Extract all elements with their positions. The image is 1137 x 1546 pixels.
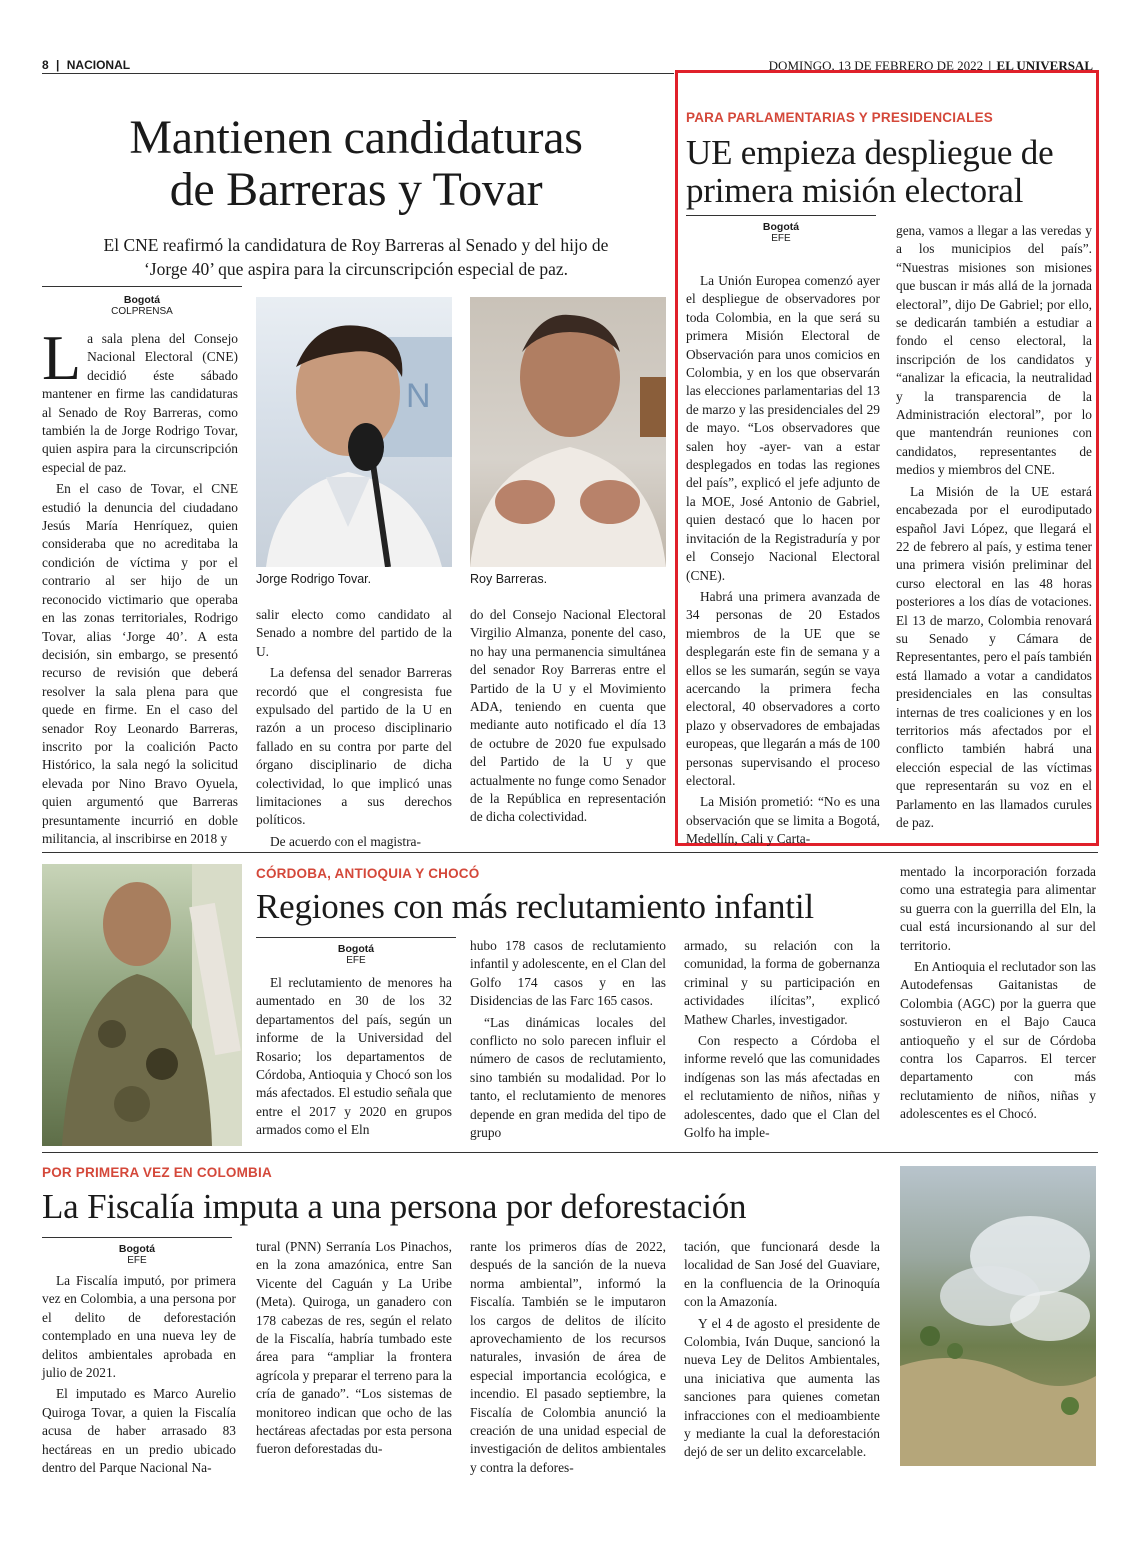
article3-column-2: hubo 178 casos de reclutamiento infantil y adolescente, en el Clan del Golfo 174 casos y en las Disidencias de las Farc 165 casos. “Las dinámicas locales del conflicto no solo parecen influir el número de casos de reclutamiento, sino también su modalidad. Por lo tanto, el reclutamiento de menores depende en gran medida del tipo de grupo xyxy=(470,938,666,1141)
article2-column-2: gena, vamos a llegar a las veredas y a los municipios del país”. “Nuestras misiones son misiones que buscan ir más allá de la jornada electoral”, dijo De Gabriel; por ello, se dedicarán también a estudiar a fondo el censo electoral, la inscripción de los candidatos y “analizar la eficacia, la neutralidad y la transparencia de la Administración electoral”, por lo que mantendrán reuniones con candidatos, representantes de medios y miembros del CNE. La Misión de la UE estará encabezada por el eurodiputado español Javi López, que llegará el 22 de febrero al país, y estima tener una primera visión preliminar del curso electoral en las 48 horas posteriores a los días de votaciones. El 13 de marzo, Colombia renovará su Senado y Cámara de Representantes, pero el país también está llamado a votar a candidatos presidenciales en las consultas internas de tres coaliciones y en los territorios más afectados por el conflicto también habrá una elección especial de las víctimas que representarán su voz en el Parlamento en las llamados curules de paz. xyxy=(896,223,1092,830)
drop-cap: L xyxy=(42,322,82,393)
article4-kicker: POR PRIMERA VEZ EN COLOMBIA xyxy=(42,1165,272,1180)
article1-byline: Bogotá COLPRENSA xyxy=(111,294,173,317)
svg-text:N: N xyxy=(406,377,431,415)
article3-headline: Regiones con más reclutamiento infantil xyxy=(256,887,814,926)
issue-date: DOMINGO, 13 DE FEBRERO DE 2022 xyxy=(768,58,984,73)
photo2-caption: Roy Barreras. xyxy=(470,572,548,586)
article2-kicker: PARA PARLAMENTARIAS Y PRESIDENCIALES xyxy=(686,110,993,125)
article1-byline-rule xyxy=(42,286,242,287)
article2-headline: UE empieza despliegue de primera misión electoral xyxy=(686,133,1054,210)
article4-column-2: tural (PNN) Serranía Los Pinachos, en la zona amazónica, entre San Vicente del Caguán y La Uribe (Meta). Quiroga, un ganadero con 178 cabezas de res, según el relato de la Fiscalía, habría tumbado este área para “ampliar la frontera agrícola y preparar el terreno para la cría de ganado”. “Los sistemas de monitoreo indican que ocho de las hectáreas afectadas por esta persona fueron deforestadas du- xyxy=(256,1239,452,1457)
page-number: 8 xyxy=(42,58,49,72)
article1-column-2: salir electo como candidato al Senado a nombre del partido de la U. La defensa del senador Barreras recordó que el congresista fue expulsado del partido de la U en razón a un proceso disciplinario fallado en su contra por parte del órgano disciplinario de dicha colectividad, lo que implicó unas limitaciones a sus derechos políticos. De acuerdo con el magistra- xyxy=(256,607,452,849)
article4-byline-rule xyxy=(42,1237,232,1238)
article1-deck: El CNE reafirmó la candidatura de Roy Barreras al Senado y del hijo de ‘Jorge 40’ que aspira para la circunscripción especial de paz. xyxy=(103,235,609,279)
article2-byline-rule xyxy=(686,215,876,216)
article3-column-3: armado, su relación con la comunidad, la forma de gobernanza criminal y su participación en actividades ilícitas”, explicó Mathew Charles, investigador. Con respecto a Córdoba el informe reveló que las comunidades indígenas son las más afectadas en el reclutamiento de niños, niñas y adolescentes, dado que el Clan del Golfo ha imple- xyxy=(684,938,880,1141)
photo-deforestation xyxy=(900,1166,1096,1466)
section-name: NACIONAL xyxy=(66,58,131,72)
article2-byline: Bogotá EFE xyxy=(762,221,800,244)
article3-column-1: El reclutamiento de menores ha aumentado en 30 de los 32 departamentos del país, según un informe de la Universidad del Rosario; los departamentos de Córdoba, Antioquia y Chocó son los más afectados. El estudio señala que entre el 2017 y 2020 en grupos armados como el Eln xyxy=(256,975,452,1138)
photo-jorge-rodrigo-tovar xyxy=(256,297,452,567)
article3-column-4: mentado la incorporación forzada como una estrategia para alimentar su guerra con la guerrilla del Eln, la cual está incursionando al sur del territorio. En Antioquia el reclutador son las Autodefensas Gaitanistas de Colombia (AGC) por la guerra que sostuvieron en el Bajo Cauca antioqueño y el sur de Córdoba contra los Caparros. El tercer departamento con más reclutamiento de niños, niñas y adolescentes es el Chocó. xyxy=(900,864,1096,1122)
section-divider-2 xyxy=(42,1152,1098,1153)
article3-byline: Bogotá EFE xyxy=(337,943,375,966)
photo-child-soldier xyxy=(42,864,242,1146)
article3-byline-rule xyxy=(256,937,456,938)
page-header-left: 8 | NACIONAL xyxy=(42,58,131,72)
article4-column-4: tación, que funcionará desde la localidad de San José del Guaviare, en la confluencia de la Orinoquía con la Amazonía. Y el 4 de agosto el presidente de Colombia, Iván Duque, sancionó la nueva Ley de Delitos Ambientales, una iniciativa que aumenta las sanciones para quienes cometan infracciones con el medioambiente y mediante la cual la deforestación dejó de ser un delito excarcelable. xyxy=(684,1239,880,1460)
article3-kicker: CÓRDOBA, ANTIOQUIA Y CHOCÓ xyxy=(256,866,480,881)
article4-byline: Bogotá EFE xyxy=(118,1243,156,1266)
section-divider-1 xyxy=(42,852,1098,853)
header-rule xyxy=(42,73,674,74)
article4-column-3: rante los primeros días de 2022, después de la sanción de la nueva norma ambiental”, informó la Fiscalía. También se le imputaron los cargos de delitos de ilícito aprovechamiento de los recursos naturales, invasión de área de especial importancia ecológica, e incendio. El pasado septiembre, la Fiscalía de Colombia anunció la creación de una unidad especial de investigación de delitos ambientales y contra la defores- xyxy=(470,1239,666,1475)
photo-roy-barreras xyxy=(470,297,666,567)
page-header-right: DOMINGO, 13 DE FEBRERO DE 2022 | EL UNIVERSAL xyxy=(768,58,1093,73)
article4-column-1: La Fiscalía imputó, por primera vez en Colombia, a una persona por el delito de deforestación contemplado en una nueva ley de delitos ambientales aprobada en julio de 2021. El imputado es Marco Aurelio Quiroga Tovar, a quien la Fiscalía acusa de haber arrasado 83 hectáreas en un predio ubicado dentro del Parque Nacional Na- xyxy=(42,1273,236,1476)
article1-column-1: La sala plena del Consejo Nacional Electoral (CNE) decidió éste sábado mantener en firme las candidaturas al Senado de Roy Barreras, como también la de Jorge Rodrigo Tovar, quien aspira para la circunscripción especial de paz. En el caso de Tovar, el CNE estudió la denuncia del ciudadano Jesús María Henríquez, quien consideraba que no acreditaba la condición de víctima y por el contrario al ser hijo de un reconocido victimario que operaba en las zonas territoriales, Rodrigo Tovar, alias ‘Jorge 40’. A esta decisión, sin embargo, se presentó recurso de revisión que deberá resolver la sala plena para que quede en firme. En el caso del senador Roy Leonardo Barreras, inscrito por la coalición Pacto Histórico, la sala negó la solicitud elevada por Nino Bravo Oyuela, quien argumentó que Barreras presuntamente incurrió en doble militancia, al inscribirse en 2018 y xyxy=(42,322,238,846)
article4-headline: La Fiscalía imputa a una persona por deforestación xyxy=(42,1187,747,1226)
newspaper-name: EL UNIVERSAL xyxy=(996,58,1093,73)
article2-column-1: La Unión Europea comenzó ayer el despliegue de observadores por toda Colombia, en la que será su primera Misión Electoral de Observación para unos comicios en Colombia, y en los que observarán las elecciones parlamentarias del 13 de marzo y las presidenciales del 29 de mayo. “Los observadores que salen hoy -ayer- van a estar desplegados en todas las regiones del país”, explicó el jefe adjunto de la MOE, José Antonio de Gabriel, quien destacó que lo hacen por invitación de la Registraduría y por el Consejo Nacional Electoral (CNE). Habrá una primera avanzada de 34 personas de 20 Estados miembros de la UE que se desplegarán este fin de semana y a ellos se les sumarán, según se vaya acercando la primera fecha electoral, 40 observadores a corto plazo y observadores de embajadas europeas, que llegarán a más de 100 personas supervisando el proceso electoral. La Misión prometió: “No es una observación que se limita a Bogotá, Medellín, Cali y Carta- xyxy=(686,273,880,847)
article1-column-3: do del Consejo Nacional Electoral Virgilio Almanza, ponente del caso, no hay una permanencia simultánea del senador Roy Barreras entre el Partido de la U y el Movimiento ADA, teniendo en cuenta que mediante auto notificado el día 13 de octubre de 2020 fue expulsado del Partido de la U y que actualmente no funge como Senador de la República en representación de dicha colectividad. xyxy=(470,607,666,825)
photo1-caption: Jorge Rodrigo Tovar. xyxy=(256,572,372,586)
article1-headline: Mantienen candidaturas de Barreras y Tovar xyxy=(129,111,583,216)
